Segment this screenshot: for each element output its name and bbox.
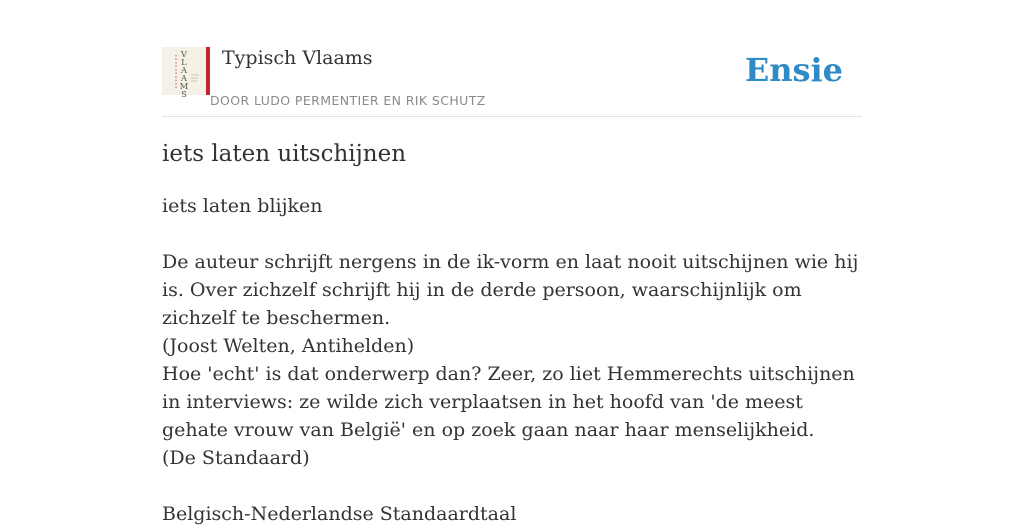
svg-text:VLAAMS: V L A A M S <box>179 50 189 100</box>
book-cover-icon[interactable] <box>162 47 210 100</box>
dictionary-title[interactable]: Typisch Vlaams <box>222 47 373 69</box>
entry-content <box>162 192 862 528</box>
entry-definition: iets laten blijken <box>162 195 323 217</box>
site-header <box>162 0 862 117</box>
example-source-1: (Joost Welten, Antihelden) <box>162 335 415 357</box>
entry-headword: iets laten uitschijnen <box>162 141 407 167</box>
example-quote-2: Hoe 'echt' is dat onderwerp dan? Zeer, zo liet Hemmerechts uitschijnen in interviews: ze wilde zich verplaatsen in het hoofd van 'de meest gehate vrouw van België' en op zoek gaan naar haar menselijkheid. <box>162 363 855 441</box>
ensie-logo-link[interactable]: Ensie <box>744 51 843 89</box>
dictionary-byline: DOOR LUDO PERMENTIER EN RIK SCHUTZ <box>210 93 486 108</box>
paragraph-spacer <box>162 472 862 500</box>
example-quote-1: De auteur schrijft nergens in de ik-vorm en laat nooit uitschijnen wie hij is. Over zichzelf schrijft hij in de derde persoon, waarschijnlijk om zichzelf te beschermen. <box>162 251 859 329</box>
paragraph-spacer <box>162 220 862 248</box>
entry-category: Belgisch-Nederlandse Standaardtaal <box>162 503 517 525</box>
example-source-2: (De Standaard) <box>162 447 310 469</box>
